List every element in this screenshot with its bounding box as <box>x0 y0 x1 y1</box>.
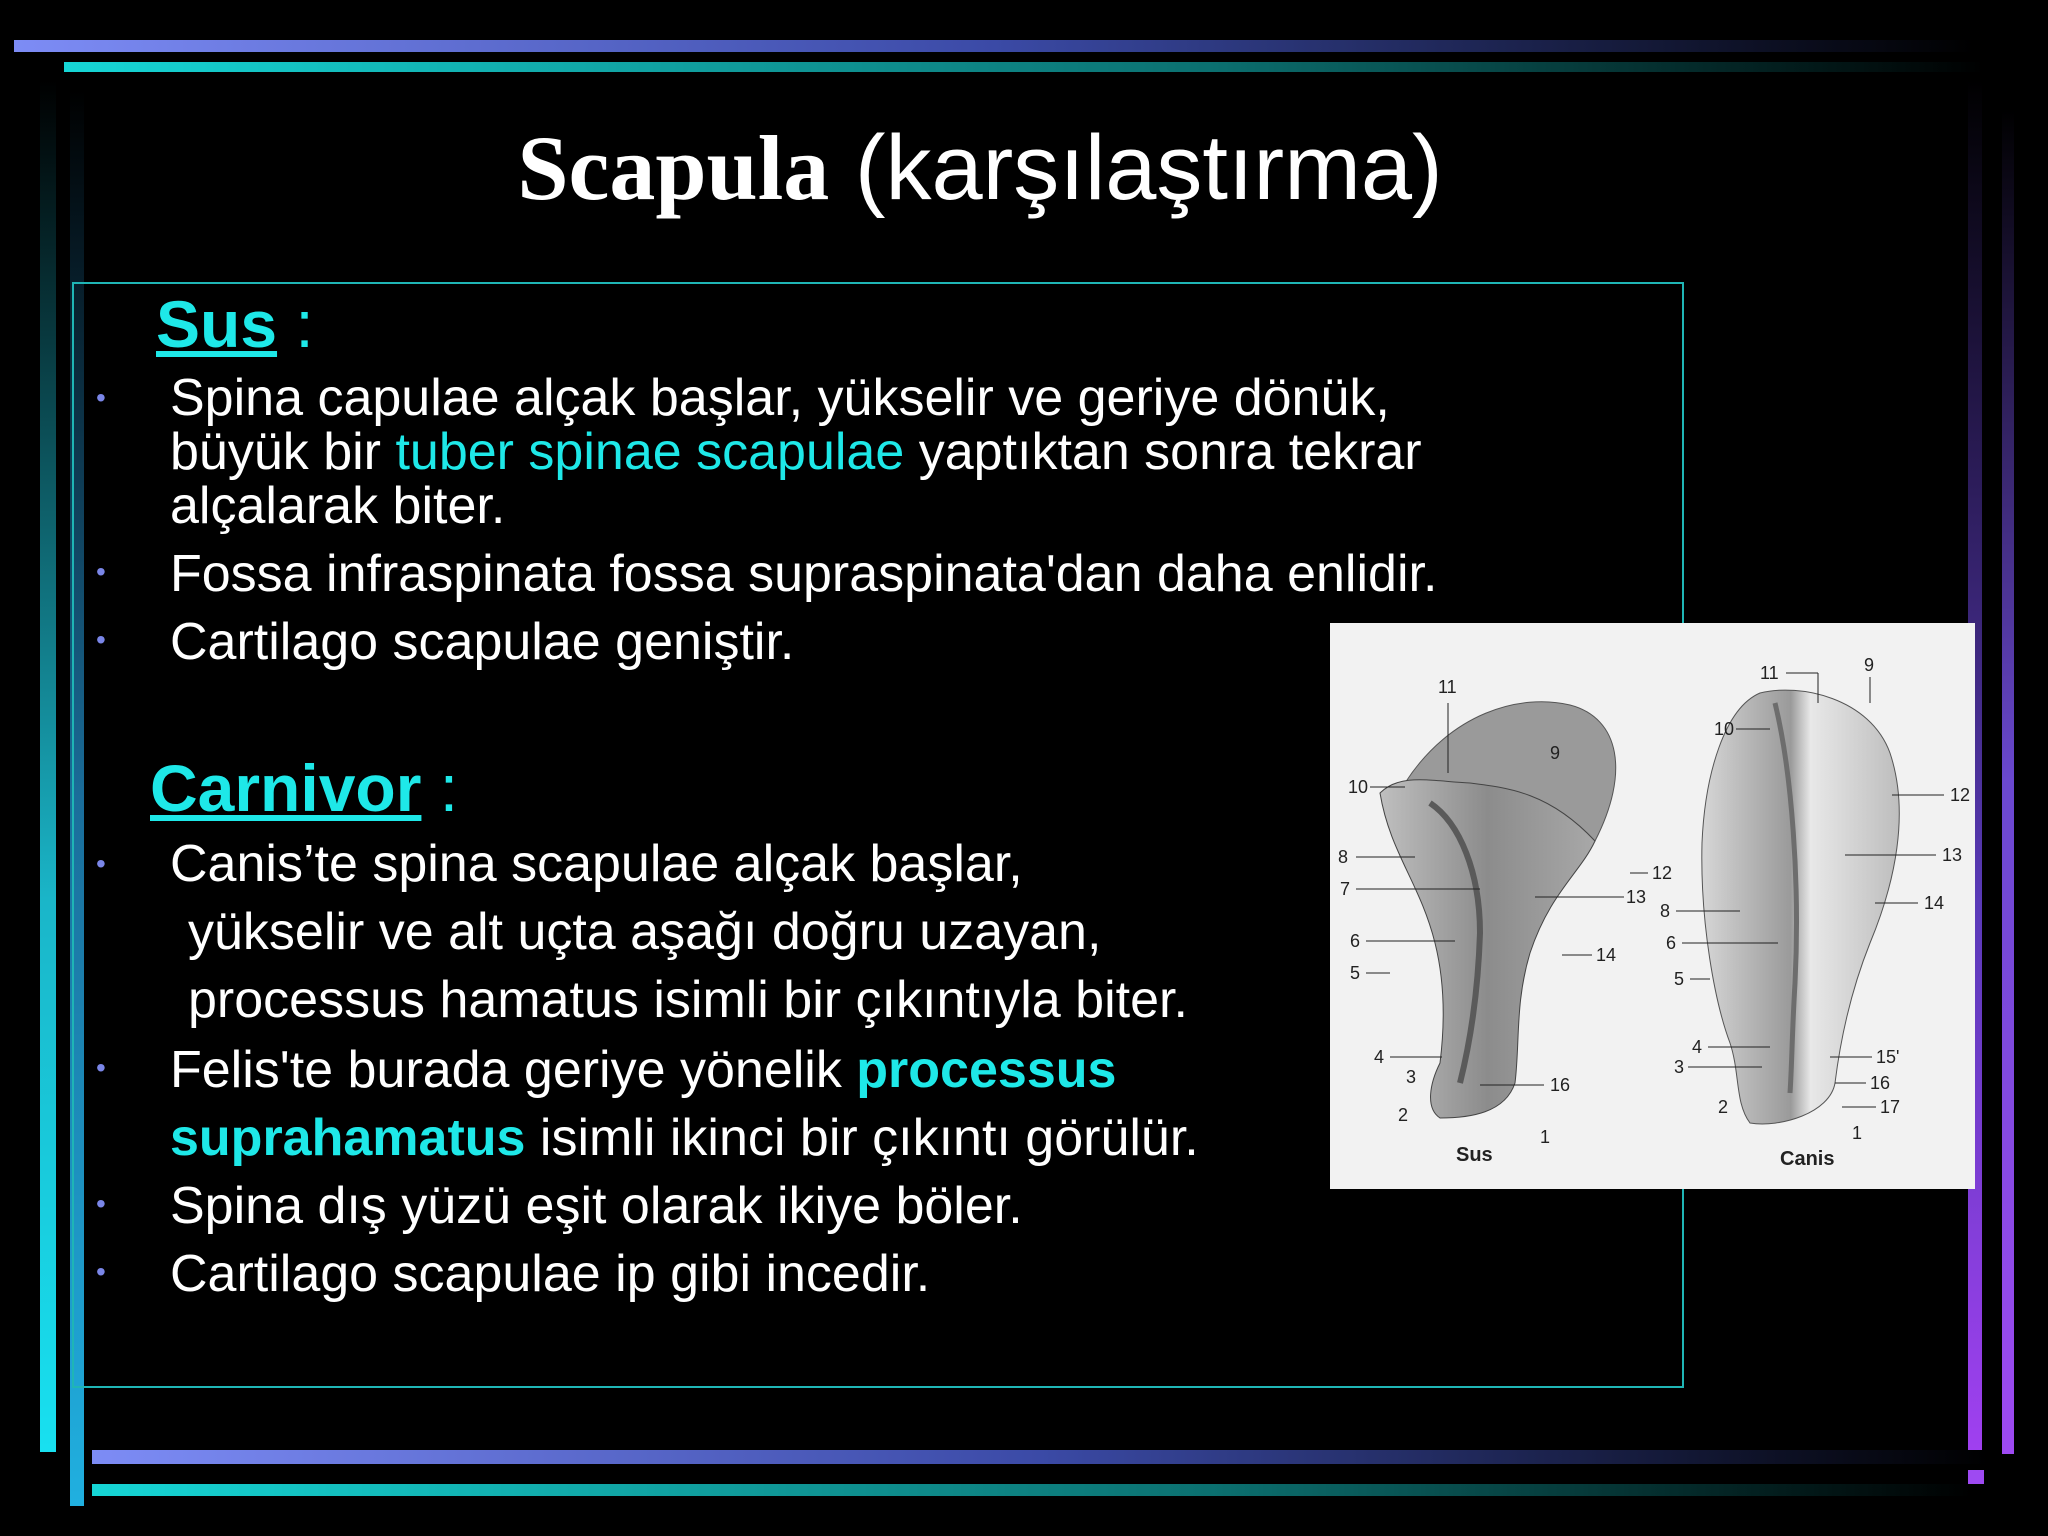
sus-label-2: 2 <box>1398 1105 1409 1125</box>
sus-label-9: 9 <box>1550 743 1561 763</box>
sus-label-8: 8 <box>1338 847 1349 867</box>
suprahamatus-highlight: suprahamatus <box>170 1109 526 1167</box>
canis-label-11: 11 <box>1760 663 1779 683</box>
sus-label-7: 7 <box>1340 879 1351 899</box>
sus-bullet-1-line-1: Spina capulae alçak başlar, yükselir ve geriye dönük, <box>170 369 1390 427</box>
sus-label-12: 12 <box>1652 863 1673 883</box>
sus-label-4: 4 <box>1374 1047 1385 1067</box>
sus-bullet-1-line-2 <box>170 422 1422 482</box>
frame-bar-left-1 <box>40 80 56 1452</box>
carnivor-bullet-2-line-2 <box>170 1108 1199 1168</box>
sus-label-16: 16 <box>1550 1075 1571 1095</box>
canis-scapula-bone <box>1702 690 1899 1124</box>
felis-text-rest: isimli ikinci bir çıkıntı görülür. <box>525 1109 1199 1167</box>
sus-label-1: 1 <box>1540 1127 1551 1147</box>
canis-label-17: 17 <box>1880 1097 1901 1117</box>
canis-label-5: 5 <box>1674 969 1685 989</box>
carnivor-heading-text: Carnivor <box>150 751 422 825</box>
canis-label-14: 14 <box>1924 893 1945 913</box>
sus-caption: Sus <box>1456 1144 1493 1166</box>
canis-label-8: 8 <box>1660 901 1671 921</box>
bullet-icon: • <box>96 1256 106 1287</box>
bullet-icon: • <box>96 556 106 587</box>
scapula-illustration <box>1330 623 1975 1189</box>
canis-label-6: 6 <box>1666 933 1677 953</box>
sus-label-14: 14 <box>1596 945 1617 965</box>
bullet-icon: • <box>96 848 106 879</box>
sus-label-3: 3 <box>1406 1067 1417 1087</box>
carnivor-bullet-3: Spina dış yüzü eşit olarak ikiye böler. <box>170 1177 1023 1235</box>
bullet-icon: • <box>96 624 106 655</box>
canis-label-13: 13 <box>1942 845 1963 865</box>
sus-heading-colon: : <box>277 287 314 361</box>
canis-label-1: 1 <box>1852 1123 1863 1143</box>
bullet-icon: • <box>96 382 106 413</box>
frame-bar-bottom-2 <box>92 1484 1972 1496</box>
canis-label-16: 16 <box>1870 1073 1891 1093</box>
sus-label-11: 11 <box>1438 677 1457 697</box>
frame-corner-square <box>1968 1470 1984 1484</box>
sus-heading-text: Sus <box>156 287 278 361</box>
canis-label-2: 2 <box>1718 1097 1729 1117</box>
canis-label-12: 12 <box>1950 785 1971 805</box>
carnivor-bullet-1-line-2: yükselir ve alt uçta aşağı doğru uzayan, <box>188 903 1102 961</box>
canis-label-15prime: 15' <box>1876 1047 1900 1067</box>
carnivor-heading <box>150 750 458 826</box>
carnivor-bullet-1-line-3: processus hamatus isimli bir çıkıntıyla biter. <box>188 971 1188 1029</box>
frame-bar-right-2 <box>2002 110 2014 1454</box>
sus-b1-l2-post: yaptıktan sonra tekrar <box>904 423 1422 481</box>
carnivor-bullet-1-line-1: Canis’te spina scapulae alçak başlar, <box>170 835 1023 893</box>
sus-label-6: 6 <box>1350 931 1361 951</box>
frame-bar-top-2 <box>64 62 1984 72</box>
bullet-icon: • <box>96 1188 106 1219</box>
carnivor-heading-colon: : <box>421 751 459 825</box>
carnivor-bullet-4: Cartilago scapulae ip gibi incedir. <box>170 1245 931 1303</box>
sus-label-13: 13 <box>1626 887 1647 907</box>
scapula-figure <box>1330 623 1975 1189</box>
title-comparison: (karşılaştırma) <box>854 117 1443 219</box>
title-scapula: Scapula <box>517 117 830 219</box>
sus-label-10: 10 <box>1348 777 1369 797</box>
tuber-spinae-highlight: tuber spinae scapulae <box>395 423 905 481</box>
canis-label-4: 4 <box>1692 1037 1703 1057</box>
frame-bar-bottom-1 <box>92 1450 1988 1464</box>
felis-text: Felis'te burada geriye yönelik <box>170 1041 857 1099</box>
canis-caption: Canis <box>1780 1148 1835 1170</box>
sus-bullet-2: Fossa infraspinata fossa supraspinata'dan daha enlidir. <box>170 545 1438 603</box>
page-title <box>0 108 1960 228</box>
canis-label-10: 10 <box>1714 719 1735 739</box>
canis-label-3: 3 <box>1674 1057 1685 1077</box>
frame-bar-top-1 <box>14 40 1974 52</box>
sus-bullet-1-line-3: alçalarak biter. <box>170 477 506 535</box>
sus-heading <box>156 286 314 362</box>
sus-bullet-3: Cartilago scapulae geniştir. <box>170 613 795 671</box>
canis-label-9: 9 <box>1864 655 1875 675</box>
sus-b1-l2-pre: büyük bir <box>170 423 396 481</box>
carnivor-bullet-2-line-1 <box>170 1040 1116 1100</box>
bullet-icon: • <box>96 1052 106 1083</box>
sus-label-5: 5 <box>1350 963 1361 983</box>
processus-highlight: processus <box>856 1041 1117 1099</box>
